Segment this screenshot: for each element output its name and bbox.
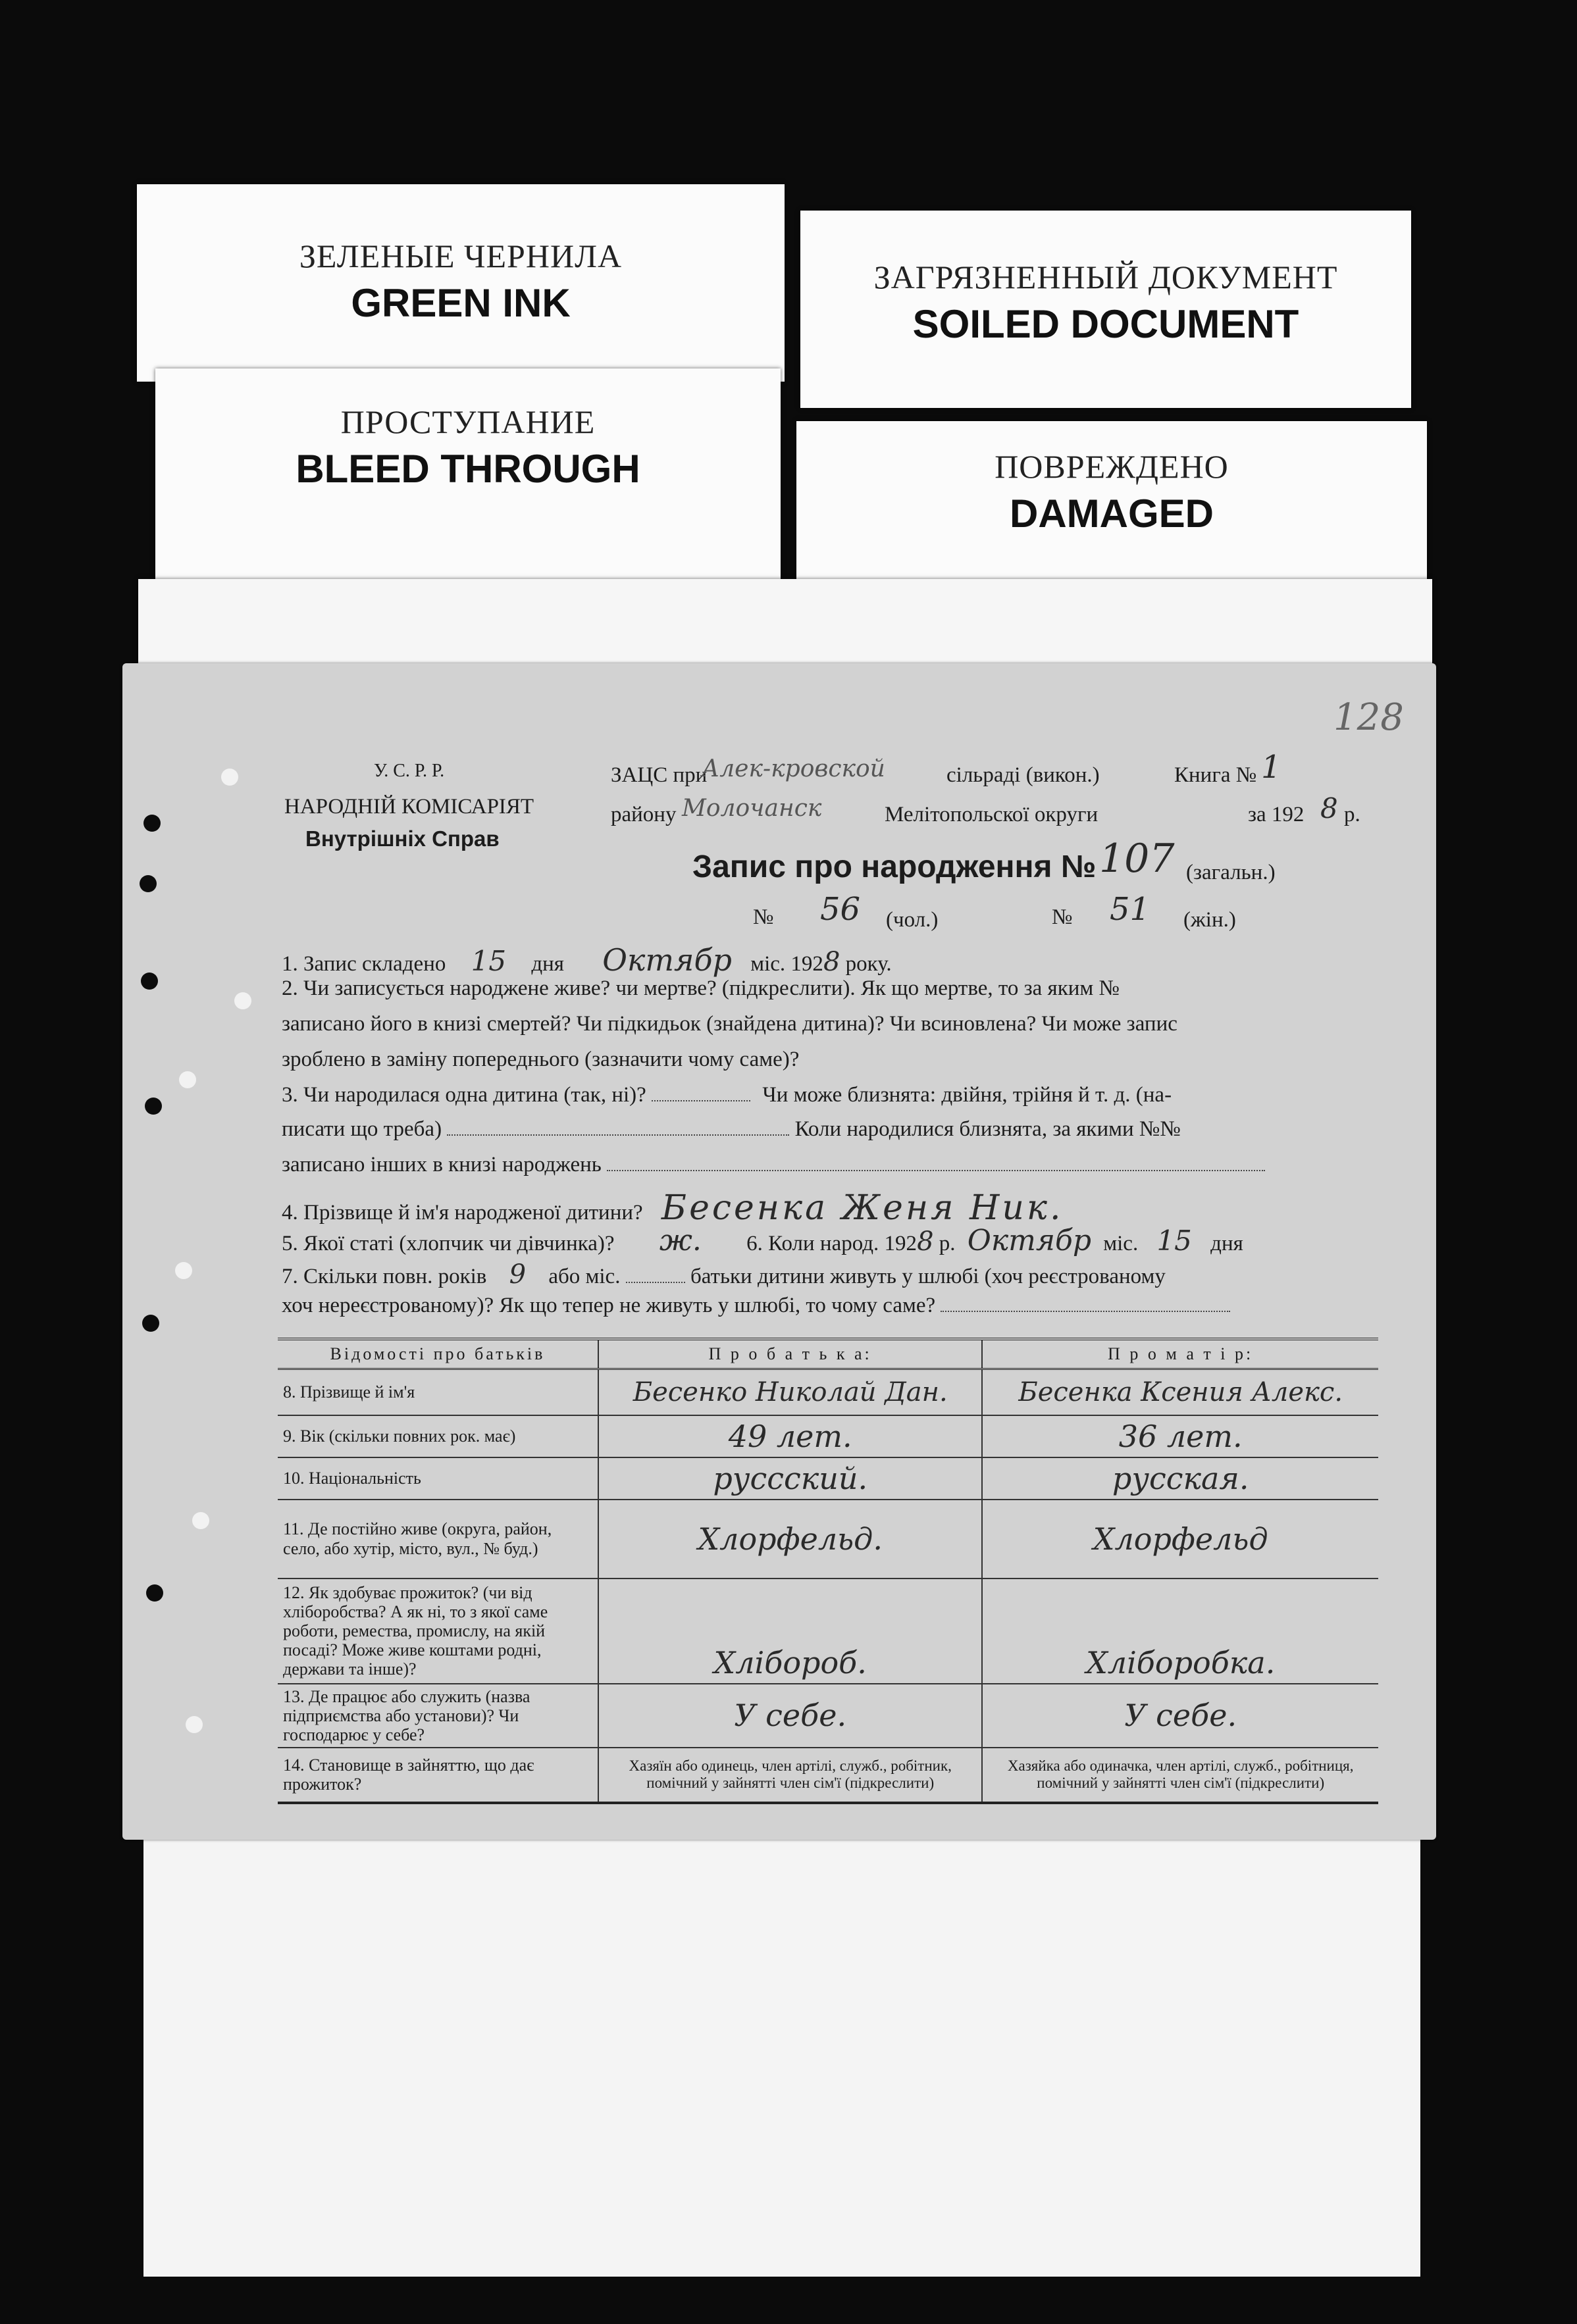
punch-hole <box>143 815 161 832</box>
item-6-year-label: р. <box>939 1232 956 1255</box>
punch-hole <box>142 1315 159 1332</box>
mother-value: Хліборобка. <box>982 1579 1378 1684</box>
table-row <box>278 1369 1378 1415</box>
table-header-cell: П р о б а т ь к а: <box>598 1339 982 1369</box>
mother-value: Бесенка Ксения Алекс. <box>982 1369 1378 1415</box>
father-value: Бесенко Николай Дан. <box>598 1369 982 1415</box>
page-number: 128 <box>1333 696 1404 739</box>
item-1-day-label: дня <box>531 952 564 976</box>
table-row <box>278 1684 1378 1748</box>
label-ru-text: ПОВРЕЖДЕНО <box>995 448 1229 485</box>
punch-hole <box>175 1262 192 1279</box>
item-2-cont-line: зроблено в заміну попереднього (зазначити чому саме)? <box>282 1048 800 1071</box>
item-3-cont-line <box>282 1117 1181 1142</box>
dotted-blank <box>447 1134 789 1136</box>
parents-table <box>278 1338 1378 1804</box>
item-3-cont-text: писати що треба) <box>282 1117 442 1141</box>
table-header-cell: Відомості про батьків <box>278 1339 598 1369</box>
record-title: Запис про народження № <box>692 849 1097 884</box>
record-day: 15 <box>471 945 507 977</box>
item-7-cont-line <box>282 1294 1230 1318</box>
father-value: Хазяїн або одинець, член артілі, служб., робітник, помічний у зайнятті член сім'ї (підкреслити) <box>598 1748 982 1803</box>
item-4-line <box>282 1188 1063 1228</box>
table-row <box>278 1500 1378 1579</box>
item-7-cont-text: батьки дитини живуть у шлюбі (хоч реєстрованому <box>690 1265 1166 1288</box>
item-6-month-label: міс. <box>1103 1232 1139 1255</box>
general-label: (загальн.) <box>1186 861 1276 884</box>
table-row <box>278 1415 1378 1457</box>
row-label: 11. Де постійно живе (округа, район, село, або хутір, місто, вул., № буд.) <box>278 1500 598 1579</box>
department-label: Внутрішніх Справ <box>305 826 500 851</box>
dotted-blank <box>626 1282 685 1283</box>
back-sheet <box>143 1777 1420 2277</box>
father-value: Хлорфельд. <box>598 1500 982 1579</box>
record-year: 8 <box>823 947 840 977</box>
year-handwritten: 8 <box>1320 792 1338 824</box>
year-suffix: р. <box>1344 803 1360 826</box>
row-label: 14. Становище в зайняттю, що дає прожиток? <box>278 1748 598 1803</box>
label-ru-text: ЗАГРЯЗНЕННЫЙ ДОКУМЕНТ <box>873 259 1338 295</box>
record-month: Октябр <box>602 942 732 978</box>
mother-value: У себе. <box>982 1684 1378 1748</box>
item-2-cont-line: записано його в книзі смертей? Чи підкидьок (знайдена дитина)? Чи всиновлена? Чи може запис <box>282 1012 1177 1036</box>
female-number: 51 <box>1110 891 1150 928</box>
item-5-line <box>282 1224 1243 1257</box>
female-suffix: (жін.) <box>1183 908 1236 932</box>
father-value: 49 лет. <box>598 1415 982 1457</box>
item-4-text: 4. Прізвище й ім'я народженої дитини? <box>282 1201 643 1225</box>
father-value: У себе. <box>598 1684 982 1748</box>
punch-hole <box>140 875 157 892</box>
female-no-label: № <box>1052 905 1073 929</box>
table-header-row <box>278 1339 1378 1369</box>
label-card-soiled-document <box>800 211 1411 408</box>
item-1-month-label: міс. 192 <box>750 952 823 976</box>
birth-year: 8 <box>917 1226 934 1257</box>
child-name: Бесенка Женя Ник. <box>661 1188 1064 1228</box>
birth-day: 15 <box>1156 1225 1192 1257</box>
mother-value: русская. <box>982 1457 1378 1500</box>
male-no-label: № <box>753 905 774 929</box>
row-label: 10. Національність <box>278 1457 598 1500</box>
village-handwritten: Алек-кровской <box>702 755 885 782</box>
item-3-cont-line <box>282 1153 1265 1177</box>
item-1-year-label: року. <box>845 952 892 976</box>
label-en-text: GREEN INK <box>351 281 571 325</box>
label-card-damaged <box>796 421 1427 599</box>
item-2-line: 2. Чи записується народжене живе? чи мертве? (підкреслити). Як що мертве, то за яким № <box>282 976 1120 1000</box>
row-label: 13. Де працює або служить (назва підприємства або установи)? Чи господарює у себе? <box>278 1684 598 1748</box>
table-header-cell: П р о м а т і р: <box>982 1339 1378 1369</box>
label-ru-text: ПРОСТУПАНИЕ <box>340 403 596 440</box>
punch-hole <box>179 1071 196 1088</box>
birth-record-form <box>122 663 1436 1840</box>
item-3-twins-no-text: Коли народилися близнята, за якими №№ <box>794 1117 1181 1141</box>
district-prefix: району <box>611 803 677 826</box>
zags-prefix: ЗАЦС при <box>611 763 708 787</box>
child-sex: ж. <box>659 1224 702 1257</box>
village-suffix: сільраді (викон.) <box>946 763 1100 787</box>
item-1-line <box>282 942 892 978</box>
row-label: 8. Прізвище й ім'я <box>278 1369 598 1415</box>
table-row <box>278 1457 1378 1500</box>
row-label: 12. Як здобуває прожиток? (чи від хліборобства? А як ні, то з якої саме роботи, ремества, промислу, на якій посаді? Може живе коштами родні, держави та інше)? <box>278 1579 598 1684</box>
year-label: за 192 <box>1248 803 1305 826</box>
punch-hole <box>221 769 238 786</box>
item-7-text: 7. Скільки повн. років <box>282 1265 487 1288</box>
item-3-twins-text: Чи може близнята: двійня, трійня й т. д. (на- <box>762 1083 1172 1107</box>
item-3-line <box>282 1083 1172 1107</box>
label-en-text: BLEED THROUGH <box>296 447 640 491</box>
item-1-text: 1. Запис складено <box>282 952 446 976</box>
dotted-blank <box>941 1311 1230 1312</box>
punch-hole <box>234 992 251 1009</box>
punch-hole <box>145 1098 162 1115</box>
item-6-day-label: дня <box>1210 1232 1243 1255</box>
dotted-blank <box>652 1100 750 1101</box>
punch-hole <box>141 973 158 990</box>
book-label: Книга № <box>1174 763 1257 787</box>
item-3-book-text: записано інших в книзі народжень <box>282 1153 602 1176</box>
row-label: 9. Вік (скільки повних рок. має) <box>278 1415 598 1457</box>
label-en-text: SOILED DOCUMENT <box>912 302 1299 346</box>
table-row <box>278 1579 1378 1684</box>
male-suffix: (чол.) <box>886 908 939 932</box>
mother-value: Хазяйка або одиначка, член артілі, служб., робітниця, помічний у зайнятті член сім'ї (підкреслити) <box>982 1748 1378 1803</box>
mother-value: 36 лет. <box>982 1415 1378 1457</box>
father-value: руссский. <box>598 1457 982 1500</box>
punch-hole <box>146 1584 163 1602</box>
label-card-green-ink <box>137 184 785 382</box>
dotted-blank <box>607 1170 1265 1171</box>
father-value: Хлібороб. <box>598 1579 982 1684</box>
male-number: 56 <box>820 891 861 928</box>
book-number: 1 <box>1261 749 1281 786</box>
item-7-line <box>282 1259 1166 1290</box>
marriage-years: 9 <box>509 1259 527 1290</box>
item-7-months-label: або міс. <box>548 1265 621 1288</box>
punch-hole <box>186 1716 203 1733</box>
record-number: 107 <box>1099 836 1175 882</box>
label-card-bleed-through <box>155 368 781 579</box>
item-6-text: 6. Коли народ. 192 <box>746 1232 918 1255</box>
label-ru-text: ЗЕЛЕНЫЕ ЧЕРНИЛА <box>299 238 623 274</box>
birth-month: Октябр <box>967 1224 1091 1257</box>
commissariat-label: НАРОДНІЙ КОМІСАРІЯТ <box>284 795 534 819</box>
mother-value: Хлорфельд <box>982 1500 1378 1579</box>
punch-hole <box>192 1512 209 1529</box>
okrug-label: Мелітопольскої округи <box>885 803 1099 826</box>
item-5-text: 5. Якої статі (хлопчик чи дівчинка)? <box>282 1232 615 1255</box>
table-row <box>278 1748 1378 1803</box>
label-en-text: DAMAGED <box>1010 492 1214 536</box>
republic-label: У. С. Р. Р. <box>374 761 445 781</box>
item-7-reason-text: хоч нереєстрованому)? Як що тепер не живуть у шлюбі, то чому саме? <box>282 1294 936 1317</box>
item-3-text: 3. Чи народилася одна дитина (так, ні)? <box>282 1083 646 1107</box>
district-handwritten: Молочанск <box>682 795 822 822</box>
